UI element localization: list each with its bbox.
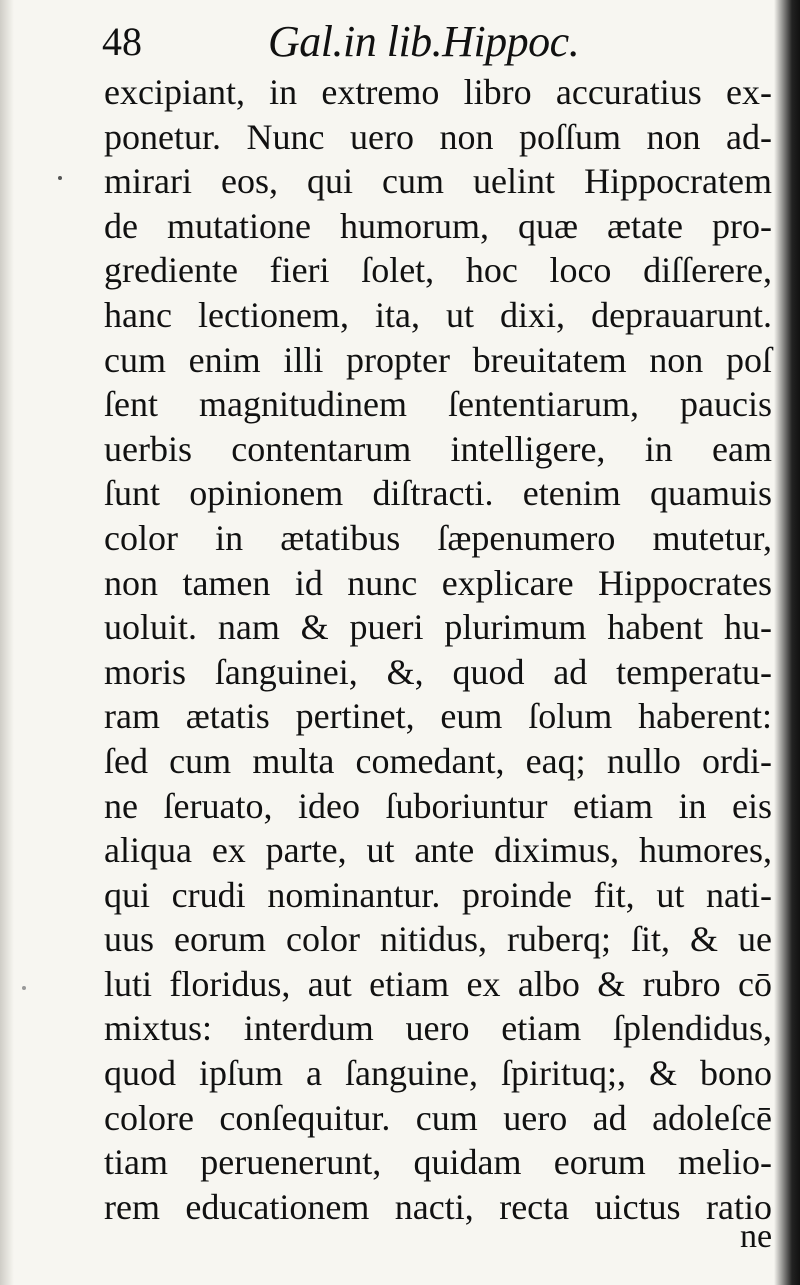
text-line: qui crudi nominantur. proinde fit, ut nati- — [104, 874, 772, 915]
ink-speck — [22, 986, 26, 990]
text-line: excipiant, in extremo libro accuratius ex- — [104, 72, 772, 112]
text-line: hanc lectionem, ita, ut dixi, deprauarunt. — [104, 294, 772, 335]
text-line: aliqua ex parte, ut ante diximus, humores, — [104, 830, 772, 871]
text-line: colore conſequitur. cum uero ad adoleſcē — [104, 1097, 772, 1138]
text-line: uoluit. nam & pueri plurimum habent hu- — [104, 607, 772, 648]
text-line: de mutatione humorum, quæ ætate pro- — [104, 205, 772, 246]
text-line: cum enim illi propter breuitatem non poſ — [104, 339, 772, 380]
page-header — [0, 8, 800, 76]
text-line: ſed cum multa comedant, eaq; nullo ordi- — [104, 740, 772, 781]
text-line: grediente fieri ſolet, hoc loco diſſerere, — [104, 250, 772, 291]
running-head: Gal.in lib.Hippoc. — [268, 17, 580, 66]
catchword: ne — [740, 1218, 773, 1255]
text-line: uus eorum color nitidus, ruberq; ſit, & ue — [104, 919, 772, 960]
text-line: mirari eos, qui cum uelint Hippocratem — [104, 161, 772, 202]
text-line: luti floridus, aut etiam ex albo & rubro cō — [104, 963, 772, 1004]
text-line: rem educationem nacti, recta uictus ratio — [104, 1186, 772, 1227]
text-line: tiam peruenerunt, quidam eorum melio- — [104, 1142, 772, 1183]
text-line: mixtus: interdum uero etiam ſplendidus, — [104, 1008, 772, 1049]
text-line: color in ætatibus ſæpenumero mutetur, — [104, 517, 772, 558]
text-line: quod ipſum a ſanguine, ſpirituq;, & bono — [104, 1053, 772, 1094]
text-line: uerbis contentarum intelligere, in eam — [104, 428, 772, 469]
body-text — [104, 70, 772, 1229]
ink-speck — [58, 176, 62, 180]
text-line: ne ſeruato, ideo ſuboriuntur etiam in eis — [104, 785, 772, 826]
text-line: ram ætatis pertinet, eum ſolum haberent: — [104, 696, 772, 737]
text-line: ſent magnitudinem ſententiarum, paucis — [104, 384, 772, 425]
text-line: ſunt opinionem diſtracti. etenim quamuis — [104, 473, 772, 514]
text-line: ponetur. Nunc uero non poſſum non ad- — [104, 116, 772, 157]
text-line: moris ſanguinei, &, quod ad temperatu- — [104, 651, 772, 692]
text-line: non tamen id nunc explicare Hippocrates — [104, 562, 772, 603]
page-number: 48 — [102, 19, 142, 64]
